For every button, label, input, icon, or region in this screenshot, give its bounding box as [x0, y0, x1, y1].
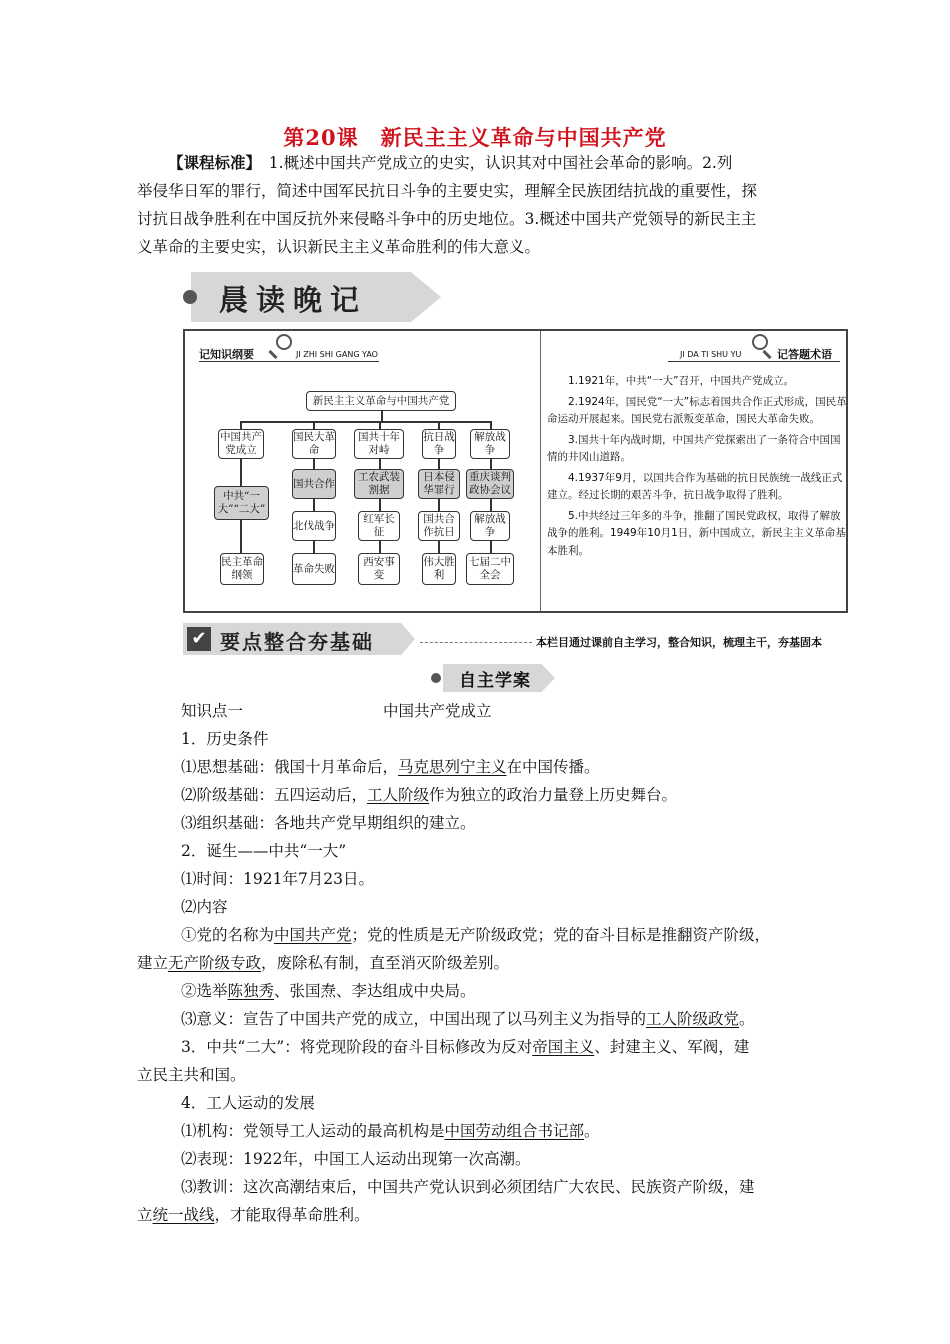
- banner-title: 晨读晚记: [219, 283, 368, 317]
- bullet-dot-icon: [431, 673, 441, 683]
- node-long-march: 红军长征: [358, 511, 400, 541]
- node-first-second-congress: 中共“一大”“二大”: [214, 486, 269, 520]
- magnifier-icon-right: [752, 334, 768, 350]
- node-armed-separatism: 工农武装割据: [354, 469, 404, 499]
- para-9: ⑶意义：宣告了中国共产党的成立，中国出现了以马列主义为指导的工人阶级政党。: [181, 1010, 755, 1028]
- kp-label: 知识点一: [181, 702, 244, 720]
- dashed-rule: [420, 642, 532, 643]
- para-2: ⑵阶级基础：五四运动后，工人阶级作为独立的政治力量登上历史舞台。: [181, 786, 678, 804]
- right-header: 记答题术语: [777, 348, 832, 361]
- bullet-dot-icon: [183, 290, 197, 304]
- para-13: ⑵表现：1922年，中国工人运动出现第一次高潮。: [181, 1150, 531, 1168]
- heading-2: 2．诞生——中共“一大”: [181, 842, 347, 860]
- node-ten-year-confrontation: 国共十年对峙: [354, 429, 404, 459]
- node-joint-resistance: 国共合作抗日: [418, 511, 460, 541]
- node-seventh-plenum: 七届二中全会: [466, 553, 514, 585]
- node-japanese-crimes: 日本侵华罪行: [418, 469, 460, 499]
- standard-label: 【课程标准】: [168, 153, 254, 172]
- node-party-founded: 中国共产党成立: [218, 429, 264, 459]
- point-4: 4.1937年9月，以国共合作为基础的抗日民族统一战线正式建立。经过长期的艰苦斗争，抗日战争取得了胜利。: [547, 471, 843, 501]
- self-study-title: 自主学案: [459, 671, 531, 691]
- para-5: ⑵内容: [181, 898, 228, 916]
- para-14: ⑶教训：这次高潮结束后，中国共产党认识到必须团结广大农民、民族资产阶级，建: [181, 1178, 755, 1196]
- node-xian-incident: 西安事变: [358, 553, 400, 585]
- key-points-title: 要点整合夯基础: [220, 630, 374, 654]
- para-7: 建立无产阶级专政，废除私有制，直至消灭阶级差别。: [137, 954, 510, 972]
- knowledge-point-body: [137, 697, 817, 1229]
- heading-1: 1．历史条件: [181, 730, 269, 748]
- standard-line-2: 举侵华日军的罪行，简述中国军民抗日斗争的主要史实，理解全民族团结抗战的重要性，探: [137, 182, 758, 200]
- right-header-rule: [668, 361, 840, 362]
- node-chongqing-negotiation: 重庆谈判政协会议: [466, 469, 514, 499]
- left-header-rule: [199, 361, 379, 362]
- answer-points: [547, 373, 847, 563]
- node-anti-japanese-war: 抗日战争: [422, 429, 456, 459]
- para-3: ⑶组织基础：各地共产党早期组织的建立。: [181, 814, 476, 832]
- box-divider: [540, 331, 541, 611]
- node-northern-expedition: 北伐战争: [292, 511, 336, 541]
- left-pinyin: JI ZHI SHI GANG YAO: [296, 350, 378, 359]
- right-pinyin: JI DA TI SHU YU: [680, 350, 742, 359]
- magnifier-icon: [276, 334, 292, 350]
- knowledge-tree: [186, 363, 538, 609]
- para-10: 3．中共“二大”：将党现阶段的奋斗目标修改为反对帝国主义、封建主义、军阀，建: [181, 1038, 750, 1056]
- standard-line-4: 义革命的主要史实，认识新民主主义革命胜利的伟大意义。: [137, 238, 541, 256]
- self-study-banner: [425, 664, 555, 692]
- point-1: 1.1921年，中共“一大”召开，中国共产党成立。: [568, 375, 795, 387]
- checkmark-icon: ✔: [187, 627, 211, 651]
- node-democratic-program: 民主革命纲领: [220, 553, 264, 585]
- point-5: 5.中共经过三年多的斗争，推翻了国民党政权，取得了解放战争的胜利。1949年10月1日，新中国成立，新民主主义革命基本胜利。: [547, 509, 846, 557]
- node-kmt-cpc-cooperation: 国共合作: [292, 469, 336, 499]
- heading-4: 4．工人运动的发展: [181, 1094, 315, 1112]
- key-points-note: 本栏目通过课前自主学习，整合知识，梳理主干，夯基固本: [536, 636, 822, 649]
- para-11: 立民主共和国。: [137, 1066, 246, 1084]
- tree-root: 新民主主义革命与中国共产党: [306, 391, 456, 411]
- node-liberation-war: 解放战争: [470, 429, 510, 459]
- para-4: ⑴时间：1921年7月23日。: [181, 870, 375, 888]
- kp-title: 中国共产党成立: [383, 702, 492, 720]
- standard-line-3: 讨抗日战争胜利在中国反抗外来侵略斗争中的历史地位。3.概述中国共产党领导的新民主主: [137, 210, 757, 228]
- standard-line-1: 1.概述中国共产党成立的史实，认识其对中国社会革命的影响。2.列: [268, 154, 733, 172]
- left-header: 记知识纲要: [199, 348, 254, 361]
- para-1: ⑴思想基础：俄国十月革命后，马克思列宁主义在中国传播。: [181, 758, 600, 776]
- node-liberation-war-2: 解放战争: [470, 511, 510, 541]
- point-3: 3.国共十年内战时期，中国共产党探索出了一条符合中国国情的井冈山道路。: [547, 433, 841, 463]
- para-8: ②选举陈独秀、张国焘、李达组成中央局。: [181, 982, 476, 1000]
- point-2: 2.1924年，国民党“一大”标志着国共合作正式形成，国民革命运动开展起来。国民党右派叛变革命，国民大革命失败。: [547, 395, 847, 425]
- node-revolution-failure: 革命失败: [292, 553, 336, 585]
- lesson-title: 第20课 新民主主义革命与中国共产党: [283, 125, 667, 150]
- node-national-revolution: 国民大革命: [292, 429, 336, 459]
- para-12: ⑴机构：党领导工人运动的最高机构是中国劳动组合书记部。: [181, 1122, 600, 1140]
- para-6: ①党的名称为中国共产党；党的性质是无产阶级政党；党的奋斗目标是推翻资产阶级，: [181, 926, 771, 944]
- para-15: 立统一战线，才能取得革命胜利。: [137, 1206, 370, 1224]
- course-standard: [137, 149, 817, 261]
- morning-reading-banner: [183, 272, 441, 322]
- node-great-victory: 伟大胜利: [422, 553, 456, 585]
